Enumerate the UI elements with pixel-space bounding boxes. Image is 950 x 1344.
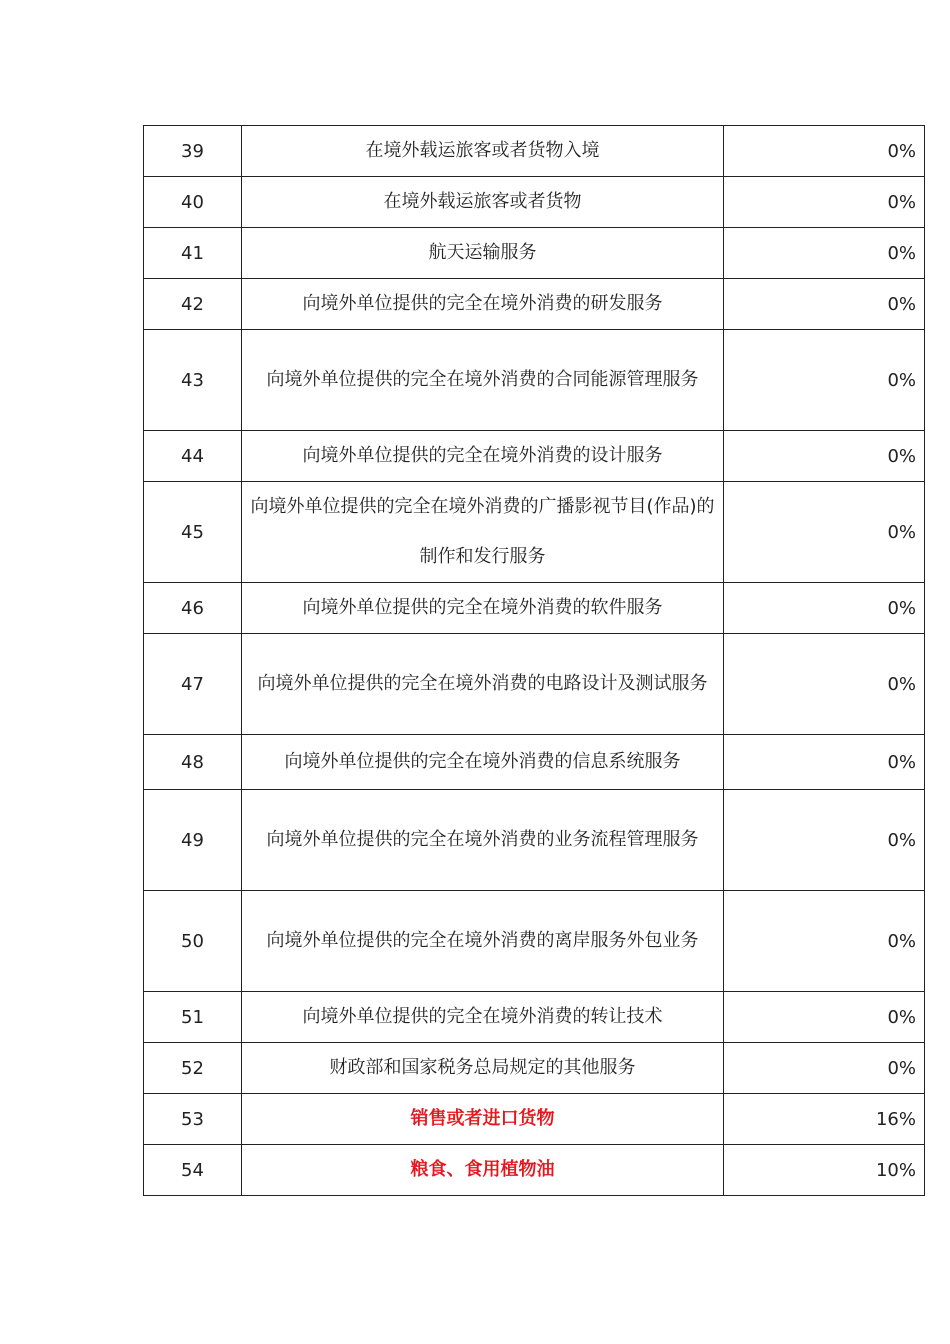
row-item-highlighted: 销售或者进口货物 (242, 1094, 724, 1145)
table-row (144, 177, 925, 228)
row-number: 52 (144, 1043, 242, 1094)
row-item: 在境外载运旅客或者货物入境 (242, 126, 724, 177)
table-row (144, 1145, 925, 1196)
table-row (144, 279, 925, 330)
row-rate: 0% (724, 482, 925, 583)
table-row (144, 992, 925, 1043)
row-rate: 0% (724, 891, 925, 992)
row-item: 在境外载运旅客或者货物 (242, 177, 724, 228)
row-item: 向境外单位提供的完全在境外消费的转让技术 (242, 992, 724, 1043)
table-row (144, 1094, 925, 1145)
table-row (144, 431, 925, 482)
tax-rate-table (143, 125, 925, 1196)
table-row (144, 126, 925, 177)
row-rate: 16% (724, 1094, 925, 1145)
row-rate: 0% (724, 735, 925, 790)
row-rate: 0% (724, 330, 925, 431)
row-item-highlighted: 粮食、食用植物油 (242, 1145, 724, 1196)
row-number: 47 (144, 634, 242, 735)
row-number: 46 (144, 583, 242, 634)
row-item: 向境外单位提供的完全在境外消费的电路设计及测试服务 (242, 634, 724, 735)
row-number: 39 (144, 126, 242, 177)
row-rate: 0% (724, 279, 925, 330)
table-row (144, 735, 925, 790)
row-rate: 0% (724, 1043, 925, 1094)
row-number: 48 (144, 735, 242, 790)
row-number: 50 (144, 891, 242, 992)
row-rate: 0% (724, 583, 925, 634)
table-row (144, 634, 925, 735)
row-item: 航天运输服务 (242, 228, 724, 279)
table-row (144, 228, 925, 279)
row-item: 向境外单位提供的完全在境外消费的合同能源管理服务 (242, 330, 724, 431)
row-rate: 0% (724, 228, 925, 279)
row-rate: 0% (724, 992, 925, 1043)
row-number: 43 (144, 330, 242, 431)
row-rate: 0% (724, 431, 925, 482)
row-item: 向境外单位提供的完全在境外消费的业务流程管理服务 (242, 790, 724, 891)
row-item: 向境外单位提供的完全在境外消费的研发服务 (242, 279, 724, 330)
table-row (144, 330, 925, 431)
row-rate: 0% (724, 177, 925, 228)
table-row (144, 1043, 925, 1094)
row-item: 向境外单位提供的完全在境外消费的广播影视节目(作品)的制作和发行服务 (242, 482, 724, 583)
table-row (144, 482, 925, 583)
row-rate: 10% (724, 1145, 925, 1196)
row-number: 54 (144, 1145, 242, 1196)
row-number: 51 (144, 992, 242, 1043)
row-number: 53 (144, 1094, 242, 1145)
row-number: 40 (144, 177, 242, 228)
table-row (144, 891, 925, 992)
row-number: 45 (144, 482, 242, 583)
row-item: 财政部和国家税务总局规定的其他服务 (242, 1043, 724, 1094)
row-number: 42 (144, 279, 242, 330)
row-rate: 0% (724, 790, 925, 891)
row-rate: 0% (724, 126, 925, 177)
table-row (144, 583, 925, 634)
row-item: 向境外单位提供的完全在境外消费的离岸服务外包业务 (242, 891, 724, 992)
row-item: 向境外单位提供的完全在境外消费的设计服务 (242, 431, 724, 482)
row-number: 44 (144, 431, 242, 482)
row-item: 向境外单位提供的完全在境外消费的软件服务 (242, 583, 724, 634)
row-item: 向境外单位提供的完全在境外消费的信息系统服务 (242, 735, 724, 790)
row-number: 49 (144, 790, 242, 891)
row-number: 41 (144, 228, 242, 279)
row-rate: 0% (724, 634, 925, 735)
table-row (144, 790, 925, 891)
